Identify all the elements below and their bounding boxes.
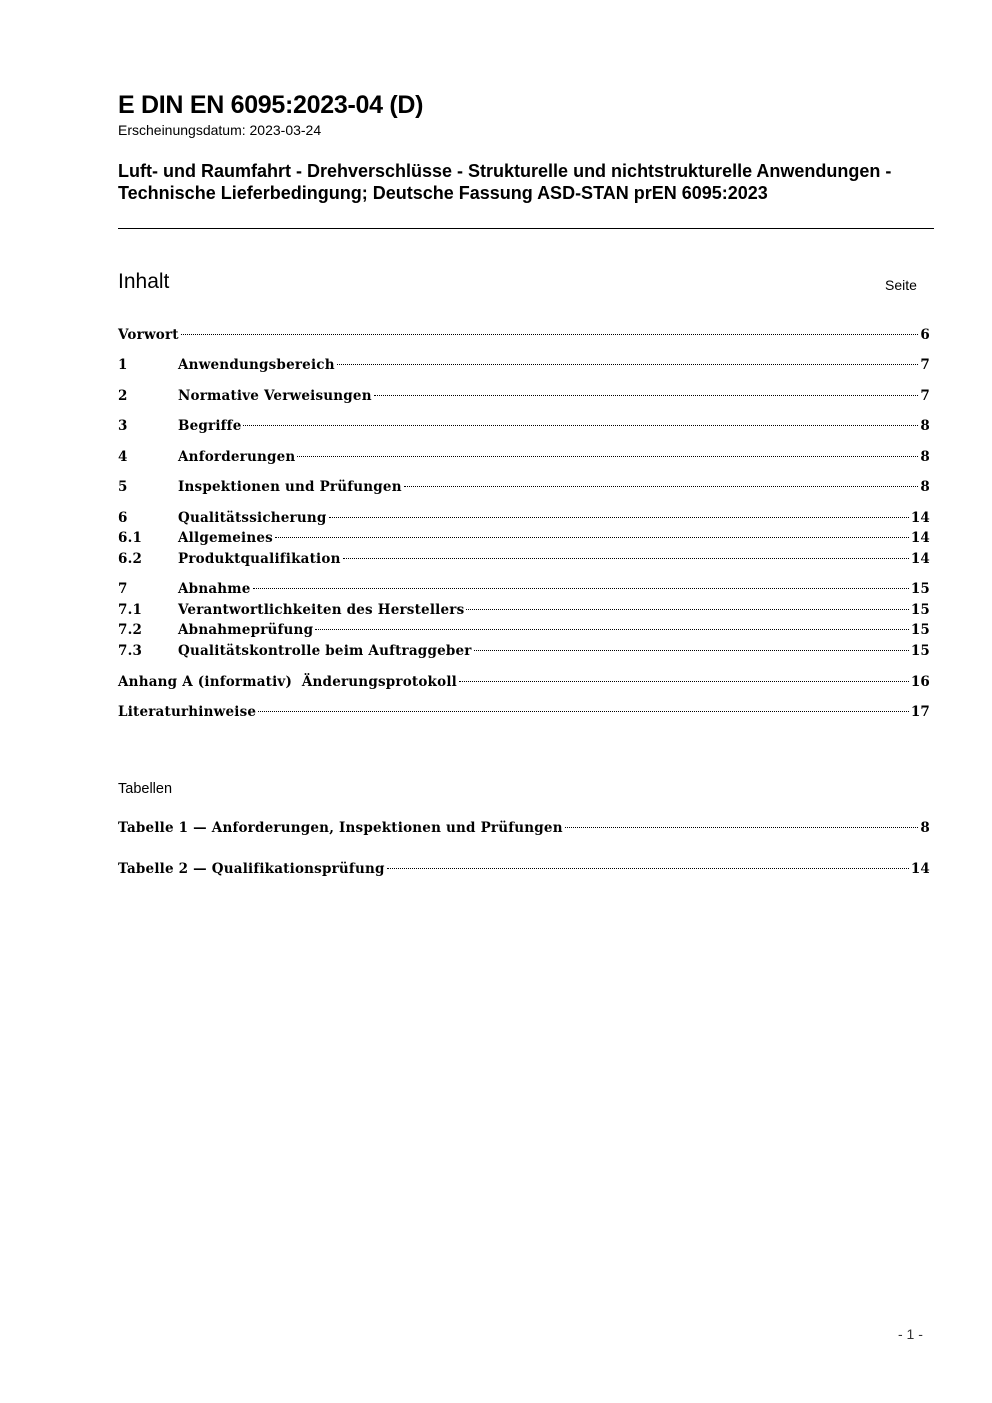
toc-entry-title: Inspektionen und Prüfungen (178, 479, 402, 495)
toc-entry-number: 7.2 (118, 622, 143, 638)
table-entry-page: 8 (920, 820, 930, 836)
toc-entry-page: 7 (920, 357, 930, 373)
toc-page-column-heading: Seite (885, 277, 917, 293)
toc-dot-leader (337, 364, 919, 365)
toc-entry-page: 14 (910, 510, 930, 526)
table-entry-page: 14 (910, 861, 930, 877)
toc-dot-leader (565, 827, 919, 828)
toc-entry-title: Produktqualifikation (178, 551, 341, 567)
toc-entry-title: Qualitätskontrolle beim Auftraggeber (178, 643, 472, 659)
toc-entry-number: 7 (118, 581, 128, 597)
toc-entry-7-2[interactable] (118, 620, 930, 640)
toc-entry-page: 15 (910, 581, 930, 597)
table-entry-title: Tabelle 2 — Qualifikationsprüfung (118, 861, 385, 877)
toc-entry-number: 7.1 (118, 602, 143, 618)
toc-entry-number: 6 (118, 510, 128, 526)
toc-entry-7-3[interactable] (118, 641, 930, 661)
table-entry-title: Tabelle 1 — Anforderungen, Inspektionen und Prüfungen (118, 820, 563, 836)
toc-entry-title: Anforderungen (178, 449, 296, 465)
toc-entry-vorwort[interactable] (118, 325, 930, 345)
toc-entry-title: Abnahme (178, 581, 251, 597)
toc-entry-6[interactable] (118, 508, 930, 528)
toc-entry-title: Vorwort (118, 327, 179, 343)
toc-entry-page: 17 (910, 704, 930, 720)
toc-dot-leader (374, 395, 919, 396)
table-entry-2[interactable] (118, 859, 930, 879)
toc-entry-literaturhinweise[interactable] (118, 702, 930, 722)
toc-entry-number: 7.3 (118, 643, 143, 659)
toc-entry-title: Qualitätssicherung (178, 510, 327, 526)
toc-dot-leader (459, 681, 909, 682)
toc-entry-5[interactable] (118, 477, 930, 497)
toc-entry-number: 6.1 (118, 530, 143, 546)
toc-entry-number: 4 (118, 449, 128, 465)
toc-entry-title: Begriffe (178, 418, 242, 434)
toc-entry-number: 5 (118, 479, 128, 495)
publication-date: Erscheinungsdatum: 2023-03-24 (118, 122, 322, 138)
toc-dot-leader (275, 537, 909, 538)
title-underline (118, 228, 934, 229)
toc-entry-number: 1 (118, 357, 128, 373)
toc-entry-number: 6.2 (118, 551, 143, 567)
toc-entry-6-2[interactable] (118, 549, 930, 569)
toc-entry-page: 7 (920, 388, 930, 404)
toc-entry-page: 8 (920, 479, 930, 495)
document-title: Luft- und Raumfahrt - Drehverschlüsse - Strukturelle und nichtstrukturelle Anwendungen - Technische Lieferbedingung; Deutsche Fassung ASD-STAN prEN 6095:2023 (118, 161, 892, 203)
toc-entry-title: Anwendungsbereich (178, 357, 335, 373)
toc-entry-page: 6 (920, 327, 930, 343)
toc-entry-title: Anhang A (informativ) Änderungsprotokoll (118, 674, 457, 690)
toc-dot-leader (329, 517, 909, 518)
toc-entry-page: 15 (910, 622, 930, 638)
document-id: E DIN EN 6095:2023-04 (D) (118, 91, 424, 119)
toc-dot-leader (315, 629, 909, 630)
toc-entry-3[interactable] (118, 416, 930, 436)
toc-entry-4[interactable] (118, 447, 930, 467)
toc-entry-anhang-a[interactable] (118, 672, 930, 692)
toc-entry-number: 3 (118, 418, 128, 434)
toc-entry-page: 14 (910, 551, 930, 567)
toc-dot-leader (474, 650, 909, 651)
toc-entry-1[interactable] (118, 355, 930, 375)
toc-entry-number: 2 (118, 388, 128, 404)
toc-entry-title: Allgemeines (178, 530, 273, 546)
toc-dot-leader (243, 425, 918, 426)
toc-entry-title: Normative Verweisungen (178, 388, 372, 404)
toc-heading: Inhalt (118, 270, 170, 293)
toc-entry-7[interactable] (118, 579, 930, 599)
toc-entry-page: 14 (910, 530, 930, 546)
toc-entry-title: Verantwortlichkeiten des Herstellers (178, 602, 465, 618)
toc-dot-leader (466, 609, 908, 610)
toc-entry-7-1[interactable] (118, 600, 930, 620)
toc-entry-6-1[interactable] (118, 528, 930, 548)
page-number: - 1 - (898, 1326, 923, 1342)
tables-heading: Tabellen (118, 781, 173, 797)
toc-entry-page: 15 (910, 602, 930, 618)
toc-dot-leader (258, 711, 909, 712)
toc-dot-leader (387, 868, 909, 869)
toc-entry-page: 16 (910, 674, 930, 690)
toc-dot-leader (343, 558, 909, 559)
table-entry-1[interactable] (118, 818, 930, 838)
toc-dot-leader (181, 334, 919, 335)
toc-entry-2[interactable] (118, 386, 930, 406)
toc-entry-title: Abnahmeprüfung (178, 622, 314, 638)
toc-entry-page: 15 (910, 643, 930, 659)
toc-entry-page: 8 (920, 418, 930, 434)
toc-entry-page: 8 (920, 449, 930, 465)
toc-dot-leader (253, 588, 909, 589)
toc-entry-title: Literaturhinweise (118, 704, 257, 720)
toc-dot-leader (297, 456, 918, 457)
toc-dot-leader (404, 486, 919, 487)
